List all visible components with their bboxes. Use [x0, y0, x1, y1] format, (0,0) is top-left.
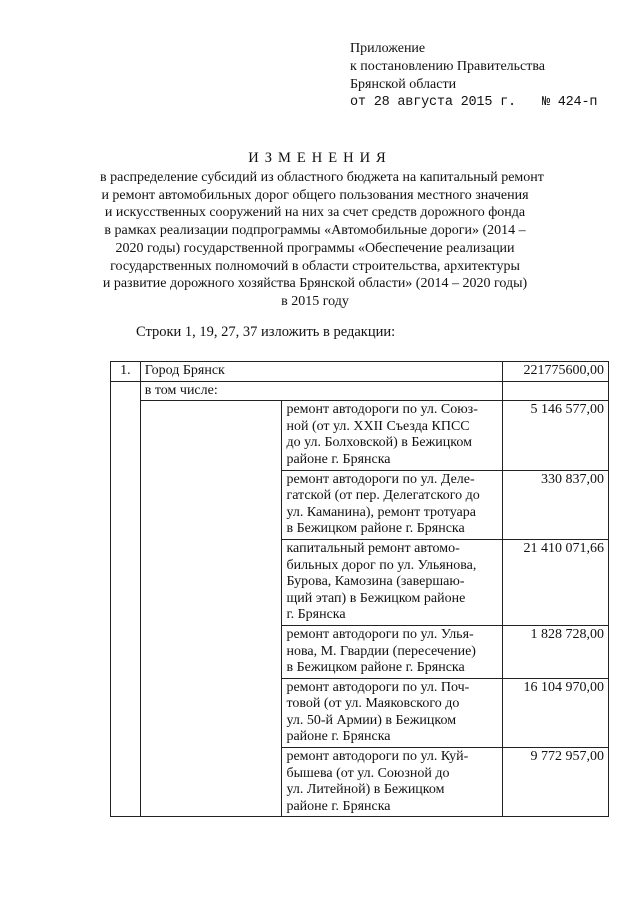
- subtitle-line: в 2015 году: [281, 293, 349, 309]
- city-name: Город Брянск: [140, 362, 502, 382]
- description-line: бильных дорог по ул. Ульянова,: [286, 557, 477, 573]
- description-line: щий этап) в Бежицком районе: [286, 590, 466, 606]
- description-line: ул. Литейной) в Бежицком: [286, 782, 445, 798]
- description-line: товой (от ул. Маяковского до: [286, 696, 460, 712]
- description-line: капитальный ремонт автомо-: [286, 540, 460, 556]
- item-amount: 5 146 577,00: [503, 401, 609, 470]
- description-line: до ул. Болховской) в Бежицком: [286, 435, 472, 451]
- appendix-line2: к постановлению Правительства: [350, 59, 546, 74]
- description-line: ремонт автодороги по ул. Улья-: [286, 626, 474, 642]
- description-line: ной (от ул. XXII Съезда КПСС: [286, 418, 470, 434]
- item-description: [282, 678, 503, 747]
- description-line: нова, М. Гвардии (пересечение): [286, 643, 476, 659]
- city-total: 221775600,00: [503, 362, 609, 382]
- row-number-spacer: [111, 381, 141, 817]
- appendix-header: [350, 40, 597, 112]
- including-label: в том числе:: [140, 381, 502, 401]
- description-line: г. Брянска: [286, 607, 346, 623]
- description-line: районе г. Брянска: [286, 729, 391, 745]
- subtitle-line: в распределение субсидий из областного бюджета на капитальный ремонт: [100, 170, 544, 185]
- appendix-line1: Приложение: [350, 41, 426, 56]
- table-row-city: [111, 362, 609, 382]
- item-amount: 1 828 728,00: [503, 625, 609, 678]
- subtitle-line: и ремонт автомобильных дорог общего пользования местного значения: [101, 187, 529, 203]
- item-amount: 9 772 957,00: [503, 748, 609, 817]
- item-description: [282, 625, 503, 678]
- subtitle-line: и искусственных сооружений на них за счет средств дорожного фонда: [104, 205, 526, 221]
- intro-text: Строки 1, 19, 27, 37 изложить в редакции:: [136, 324, 396, 340]
- subtitle-line: государственных полномочий в области строительства, архитектуры: [110, 258, 520, 274]
- description-line: в Бежицком районе г. Брянска: [286, 660, 465, 676]
- description-line: ул. 50-й Армии) в Бежицком: [286, 712, 457, 728]
- appendix-line3: Брянской области: [350, 77, 457, 92]
- table-row-including: [111, 381, 609, 401]
- subsidy-table: [110, 361, 609, 817]
- description-line: ремонт автодороги по ул. Поч-: [286, 679, 470, 695]
- item-description: [282, 539, 503, 625]
- description-line: Бурова, Камозина (завершаю-: [286, 574, 465, 590]
- description-line: ремонт автодороги по ул. Союз-: [286, 402, 478, 418]
- subtitle-line: в рамках реализации подпрограммы «Автомобильные дороги» (2014 –: [104, 223, 526, 239]
- description-line: в Бежицком районе г. Брянска: [286, 521, 465, 537]
- description-line: ул. Каманина), ремонт тротуара: [286, 504, 476, 520]
- item-amount: 330 837,00: [503, 470, 609, 539]
- appendix-date-number: [350, 94, 597, 112]
- item-amount: 16 104 970,00: [503, 678, 609, 747]
- appendix-number: № 424-п: [541, 95, 598, 110]
- row-number: 1.: [111, 362, 141, 382]
- name-spacer: [140, 401, 282, 817]
- item-description: [282, 748, 503, 817]
- document-subtitle: [100, 169, 544, 311]
- description-line: гатской (от пер. Делегатского до: [286, 488, 480, 504]
- table-row: [111, 401, 609, 470]
- item-description: [282, 470, 503, 539]
- description-line: районе г. Брянска: [286, 451, 391, 467]
- document-title: ИЗМЕНЕНИЯ: [248, 150, 392, 166]
- item-description: [282, 401, 503, 470]
- appendix-date: от 28 августа 2015 г.: [350, 95, 516, 110]
- description-line: ремонт автодороги по ул. Куй-: [286, 749, 469, 765]
- subtitle-line: и развитие дорожного хозяйства Брянской области» (2014 – 2020 годы): [102, 276, 528, 292]
- description-line: районе г. Брянска: [286, 798, 391, 814]
- description-line: ремонт автодороги по ул. Деле-: [286, 471, 475, 487]
- including-amount-empty: [503, 381, 609, 401]
- description-line: бышева (от ул. Союзной до: [286, 765, 450, 781]
- subtitle-line: 2020 годы) государственной программы «Обеспечение реализации: [115, 240, 515, 256]
- item-amount: 21 410 071,66: [503, 539, 609, 625]
